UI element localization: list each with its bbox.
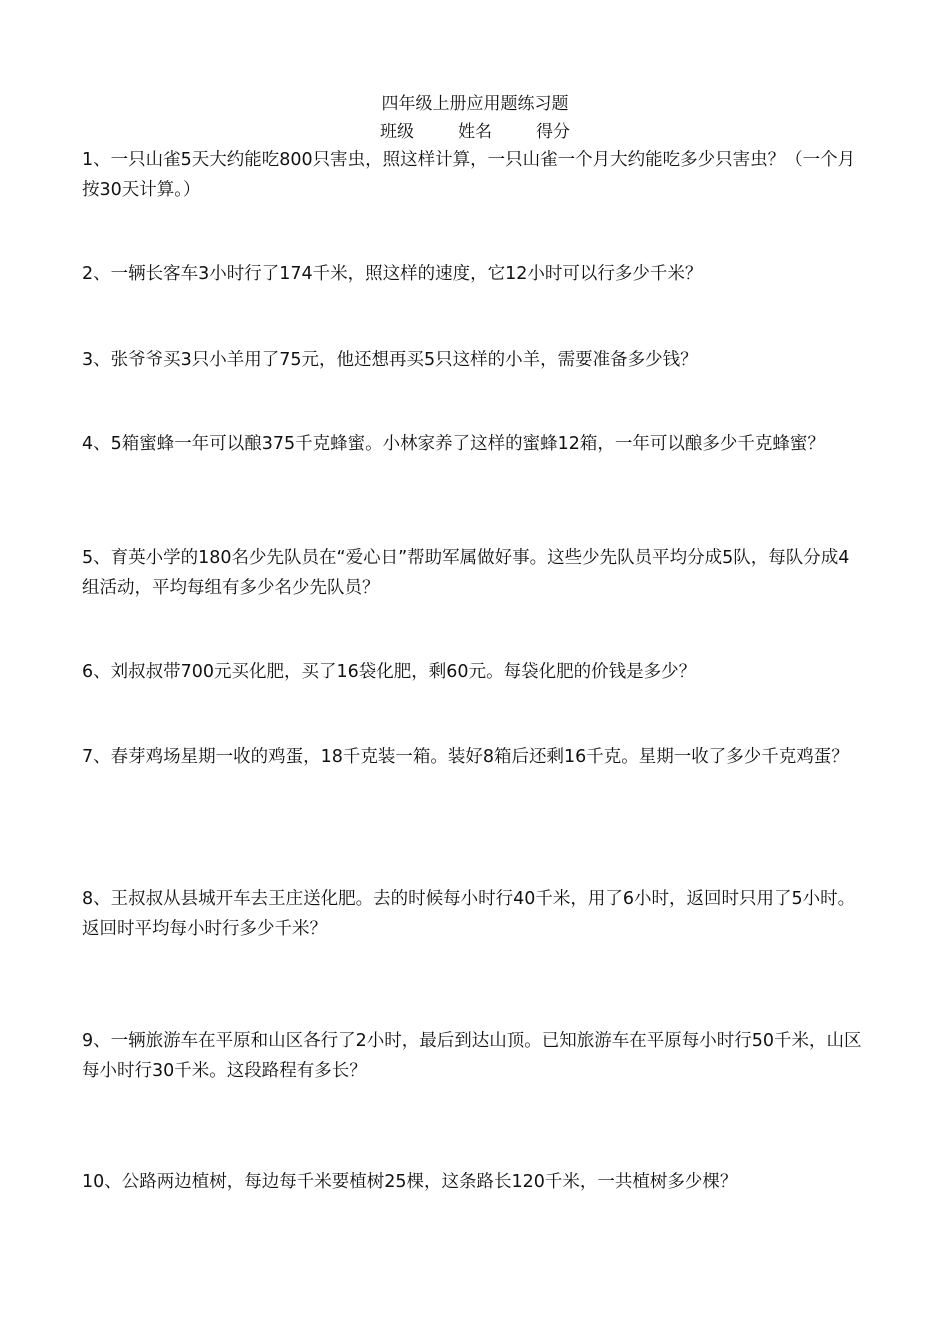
question-6: 6、刘叔叔带700元买化肥，买了16袋化肥，剩60元。每袋化肥的价钱是多少？ [82,662,697,682]
worksheet-title: 四年级上册应用题练习题 [381,94,569,114]
question-10: 10、公路两边植树，每边每千米要植树25棵，这条路长120千米，一共植树多少棵？ [82,1172,738,1192]
question-2: 2、一辆长客车3小时行了174千米，照这样的速度，它12小时可以行多少千米？ [82,264,703,284]
student-info-line [0,120,950,144]
score-label: 得分 [536,122,570,142]
question-4: 4、5箱蜜蜂一年可以酿375千克蜂蜜。小林家养了这样的蜜蜂12箱，一年可以酿多少千克蜂蜜？ [82,434,825,454]
question-9: 9、一辆旅游车在平原和山区各行了2小时，最后到达山顶。已知旅游车在平原每小时行50千米，山区每小时行30千米。这段路程有多长？ [82,1031,862,1081]
question-1: 1、一只山雀5天大约能吃800只害虫，照这样计算，一只山雀一个月大约能吃多少只害虫？（一个月按30天计算。） [82,150,856,200]
question-8: 8、王叔叔从县城开车去王庄送化肥。去的时候每小时行40千米，用了6小时，返回时只用了5小时。返回时平均每小时行多少千米？ [82,889,856,939]
class-label: 班级 [380,122,414,142]
name-label: 姓名 [458,122,492,142]
question-7: 7、春芽鸡场星期一收的鸡蛋，18千克装一箱。装好8箱后还剩16千克。星期一收了多少千克鸡蛋？ [82,747,849,767]
question-3: 3、张爷爷买3只小羊用了75元，他还想再买5只这样的小羊，需要准备多少钱？ [82,350,698,370]
question-5: 5、育英小学的180名少先队员在“爱心日”帮助军属做好事。这些少先队员平均分成5队，每队分成4组活动，平均每组有多少名少先队员？ [82,548,850,598]
